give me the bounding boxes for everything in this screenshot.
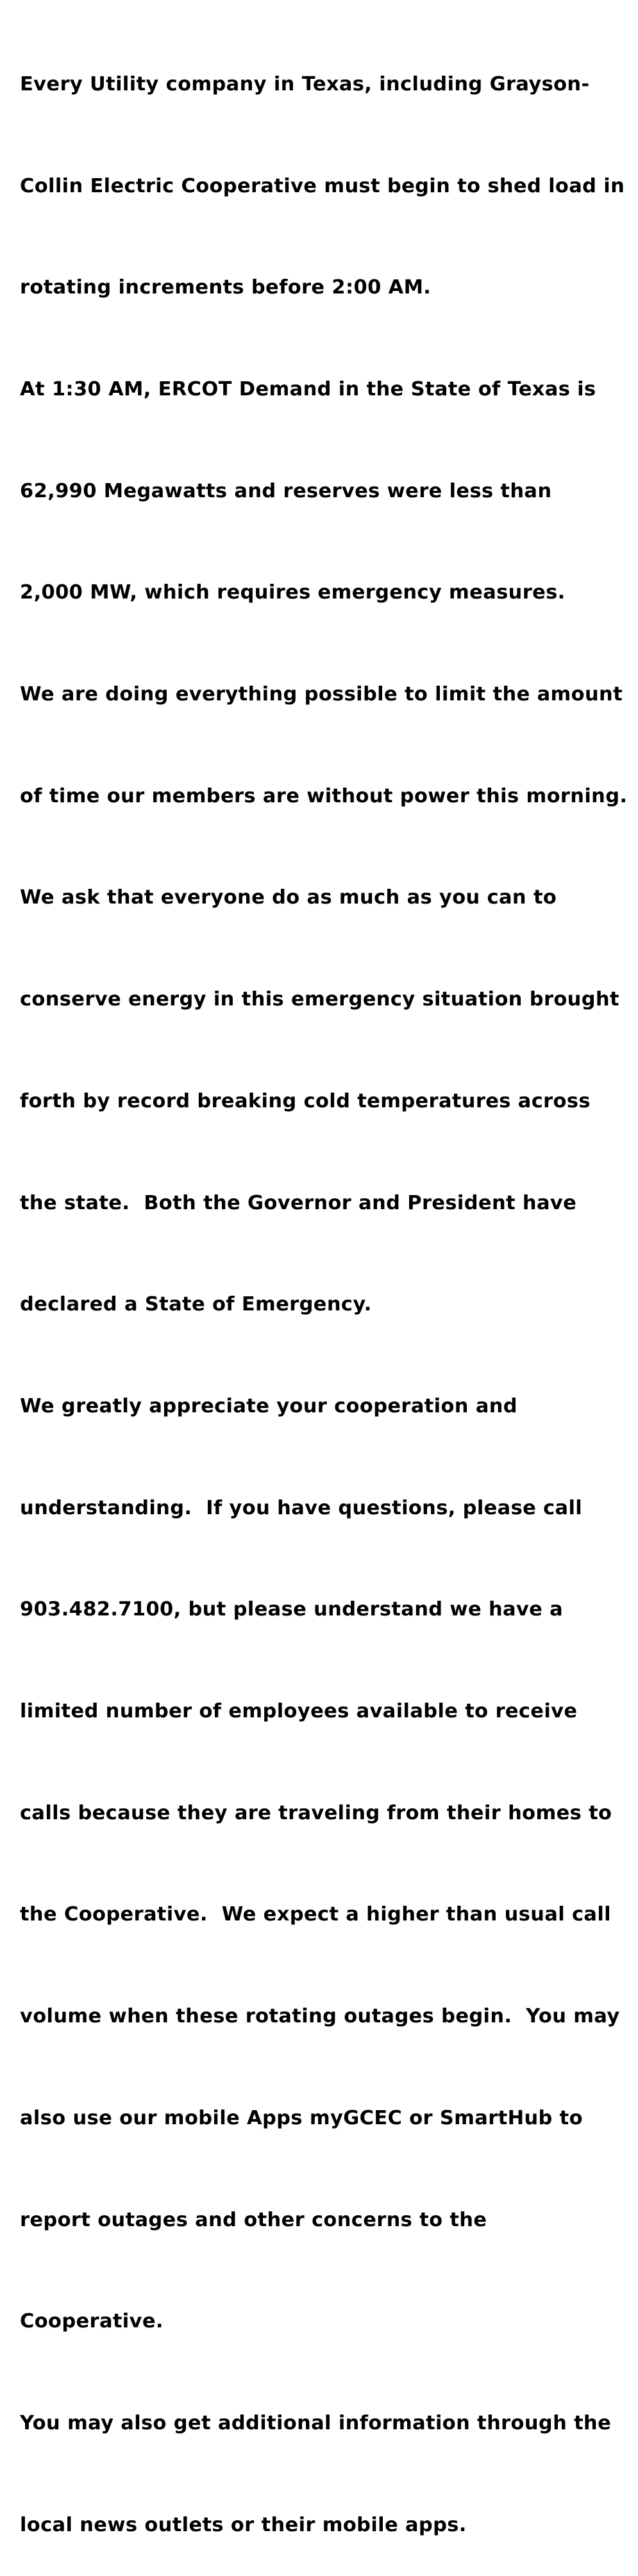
note-line: rotating increments before 2:00 AM. — [20, 276, 432, 299]
note-line: Collin Electric Cooperative must begin to shed load in — [20, 174, 625, 197]
note-line: local news outlets or their mobile apps. — [20, 2513, 467, 2536]
note-line: the state. Both the Governor and President have — [20, 1191, 577, 1214]
note-line: understanding. If you have questions, please call — [20, 1496, 583, 1519]
note-line: We are doing everything possible to limit the amount — [20, 683, 623, 706]
note-line: of time our members are without power this morning. — [20, 784, 628, 807]
note-line: report outages and other concerns to the — [20, 2208, 487, 2231]
note-body — [20, 0, 635, 2576]
note-line: also use our mobile Apps myGCEC or SmartHub to — [20, 2106, 583, 2129]
note-line: volume when these rotating outages begin. You may — [20, 2005, 620, 2028]
note-line: We greatly appreciate your cooperation and — [20, 1394, 517, 1417]
note-line: conserve energy in this emergency situation brought — [20, 988, 619, 1011]
note-line: forth by record breaking cold temperatures across — [20, 1089, 591, 1112]
note-line: limited number of employees available to receive — [20, 1700, 578, 1723]
note-line: 62,990 Megawatts and reserves were less than — [20, 479, 552, 502]
note-line: 2,000 MW, which requires emergency measures. — [20, 581, 566, 604]
note-line: 903.482.7100, but please understand we have a — [20, 1598, 564, 1621]
note-line: At 1:30 AM, ERCOT Demand in the State of Texas is — [20, 377, 596, 400]
note-line: declared a State of Emergency. — [20, 1293, 372, 1316]
note-line: Cooperative. — [20, 2310, 164, 2333]
note-line: Every Utility company in Texas, including Grayson- — [20, 72, 590, 95]
note-line: We ask that everyone do as much as you can to — [20, 886, 557, 909]
note-line: the Cooperative. We expect a higher than usual call — [20, 1903, 611, 1926]
note-line: You may also get additional information through the — [20, 2411, 612, 2434]
note-line: calls because they are traveling from their homes to — [20, 1801, 612, 1824]
